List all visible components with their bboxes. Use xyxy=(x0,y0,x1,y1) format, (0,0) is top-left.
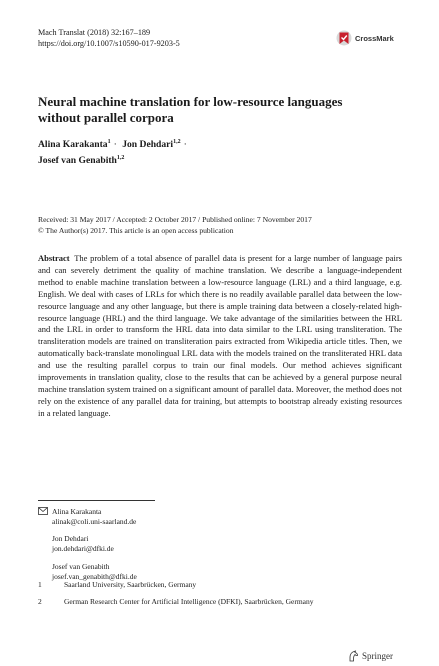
author-name: Jon Dehdari xyxy=(122,139,174,151)
crossmark-label: CrossMark xyxy=(355,33,394,43)
affiliations xyxy=(38,580,313,614)
contact-spacer xyxy=(38,534,52,544)
paper-title: Neural machine translation for low-resource languages without parallel corpora xyxy=(38,94,343,125)
publication-dates xyxy=(38,215,312,236)
author-affiliation-ref: 1 xyxy=(107,139,111,145)
dates-line: Received: 31 May 2017 / Accepted: 2 October 2017 / Published online: 7 November 2017 xyxy=(38,215,312,224)
author-affiliation-ref: 1,2 xyxy=(173,139,181,145)
author-name: Alina Karakanta xyxy=(38,139,108,151)
springer-horse-icon xyxy=(348,650,359,662)
contact-email[interactable]: josef.van_genabith@dfki.de xyxy=(52,571,137,581)
affiliation-number: 1 xyxy=(38,580,42,589)
contact-email[interactable]: jon.dehdari@dfki.de xyxy=(52,544,114,554)
affiliation-entry xyxy=(38,580,313,590)
author-affiliation-ref: 1,2 xyxy=(116,154,125,161)
journal-citation: Mach Translat (2018) 32:167–189 xyxy=(38,28,151,37)
abstract-label: Abstract xyxy=(38,253,70,263)
affiliation-text: Saarland University, Saarbrücken, Germany xyxy=(64,580,197,589)
publisher-name: Springer xyxy=(362,651,393,661)
contact-entry xyxy=(38,562,137,582)
affiliation-text: German Research Center for Artificial Intelligence (DFKI), Saarbrücken, Germany xyxy=(64,597,314,606)
author-list xyxy=(38,136,378,167)
author-separator: · xyxy=(183,139,187,151)
abstract-text: The problem of a total absence of parallel data is present for a large number of language pairs and can severely detriment the quality of machine translation. We describe a language-independent method to enable machine translation between a low-resource language (LRL) and a third language, e.g. English. We deal with cases of LRLs for which there is no readily available parallel data between the low-resource language and any other language, but there is ample training data between a closely-related high-resource language (HRL) and the third language. We take advantage of the similarities between the HRL and the LRL in order to transform the HRL data into data similar to the LRL using transliteration. The transliteration models are trained on transliteration pairs extracted from Wikipedia article titles. Then, we automatically back-translate monolingual LRL data with the models trained on the transliterated HRL data and use the resulting parallel corpus to train our final models. Our method achieves significant improvements in translation quality, close to the results that can be achieved by a general purpose neural machine translation system trained on a significant amount of parallel data. Moreover, the method does not rely on the existence of any parallel data for training, but attempts to bootstrap already existing resources in a related language. xyxy=(38,253,402,418)
author-contacts xyxy=(38,507,137,589)
doi-link[interactable]: https://doi.org/10.1007/s10590-017-9203-5 xyxy=(38,39,180,48)
publisher-logo xyxy=(348,650,393,662)
author-separator: · xyxy=(113,139,117,151)
contact-email[interactable]: alinak@coli.uni-saarland.de xyxy=(52,516,137,526)
affiliation-number: 2 xyxy=(38,597,42,606)
abstract xyxy=(38,253,402,420)
envelope-icon xyxy=(38,507,52,517)
contact-spacer xyxy=(38,562,52,572)
contact-name: Jon Dehdari xyxy=(52,534,89,544)
contact-entry xyxy=(38,534,137,554)
journal-header xyxy=(38,27,180,49)
crossmark-icon xyxy=(336,29,352,47)
footnote-divider xyxy=(38,500,155,501)
affiliation-entry xyxy=(38,597,313,607)
crossmark-badge[interactable] xyxy=(336,29,394,47)
author-name: Josef van Genabith xyxy=(38,154,117,166)
copyright-line: © The Author(s) 2017. This article is an open access publication xyxy=(38,225,234,235)
contact-name: Alina Karakanta xyxy=(52,507,102,516)
contact-entry xyxy=(38,507,137,527)
contact-name: Josef van Genabith xyxy=(52,561,110,571)
